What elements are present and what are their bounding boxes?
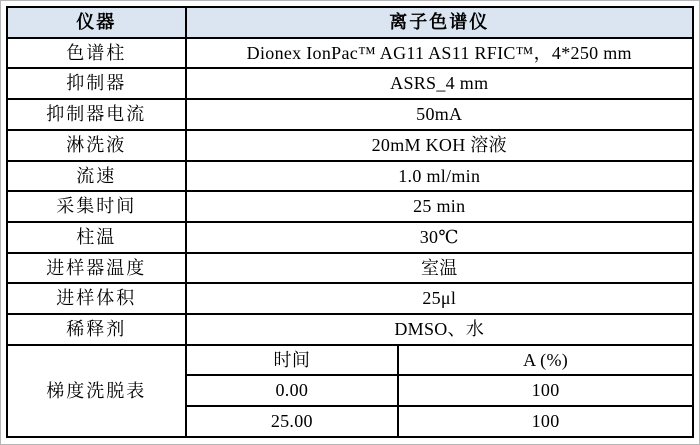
header-instrument-value: 离子色谱仪 xyxy=(186,7,693,38)
gradient-a-percent-0: 100 xyxy=(398,375,693,406)
param-label-sampler-temp: 进样器温度 xyxy=(7,253,186,284)
param-value-sampler-temp: 室温 xyxy=(186,253,693,284)
table-row-sampler-temp xyxy=(7,253,693,284)
table-row-suppressor-current xyxy=(7,99,693,130)
table-row-suppressor xyxy=(7,68,693,99)
param-value-suppressor-current: 50mA xyxy=(186,99,693,130)
table-row-diluent xyxy=(7,314,693,345)
gradient-a-percent-1: 100 xyxy=(398,406,693,437)
param-label-diluent: 稀释剂 xyxy=(7,314,186,345)
param-value-injection-volume: 25μl xyxy=(186,283,693,314)
param-label-injection-volume: 进样体积 xyxy=(7,283,186,314)
table-row-acquisition-time xyxy=(7,191,693,222)
param-label-eluent: 淋洗液 xyxy=(7,130,186,161)
table-row-column-temp xyxy=(7,222,693,253)
table-row-injection-volume xyxy=(7,283,693,314)
param-value-column-temp: 30℃ xyxy=(186,222,693,253)
header-instrument-label: 仪器 xyxy=(7,7,186,38)
param-label-suppressor-current: 抑制器电流 xyxy=(7,99,186,130)
param-value-flow-rate: 1.0 ml/min xyxy=(186,161,693,192)
param-value-acquisition-time: 25 min xyxy=(186,191,693,222)
param-label-suppressor: 抑制器 xyxy=(7,68,186,99)
gradient-header-row xyxy=(7,345,693,376)
param-label-flow-rate: 流速 xyxy=(7,161,186,192)
gradient-col-time: 时间 xyxy=(186,345,399,376)
instrument-spec-table xyxy=(6,6,694,438)
gradient-table-label: 梯度洗脱表 xyxy=(7,345,186,437)
param-label-column: 色谱柱 xyxy=(7,38,186,69)
table-row-column xyxy=(7,38,693,69)
gradient-time-1: 25.00 xyxy=(186,406,399,437)
param-value-suppressor: ASRS_4 mm xyxy=(186,68,693,99)
table-row-flow-rate xyxy=(7,161,693,192)
param-value-column: Dionex IonPac™ AG11 AS11 RFIC™，4*250 mm xyxy=(186,38,693,69)
param-value-diluent: DMSO、水 xyxy=(186,314,693,345)
gradient-col-a-percent: A (%) xyxy=(398,345,693,376)
param-label-column-temp: 柱温 xyxy=(7,222,186,253)
param-value-eluent: 20mM KOH 溶液 xyxy=(186,130,693,161)
param-label-acquisition-time: 采集时间 xyxy=(7,191,186,222)
table-header-row xyxy=(7,7,693,38)
table-row-eluent xyxy=(7,130,693,161)
gradient-time-0: 0.00 xyxy=(186,375,399,406)
